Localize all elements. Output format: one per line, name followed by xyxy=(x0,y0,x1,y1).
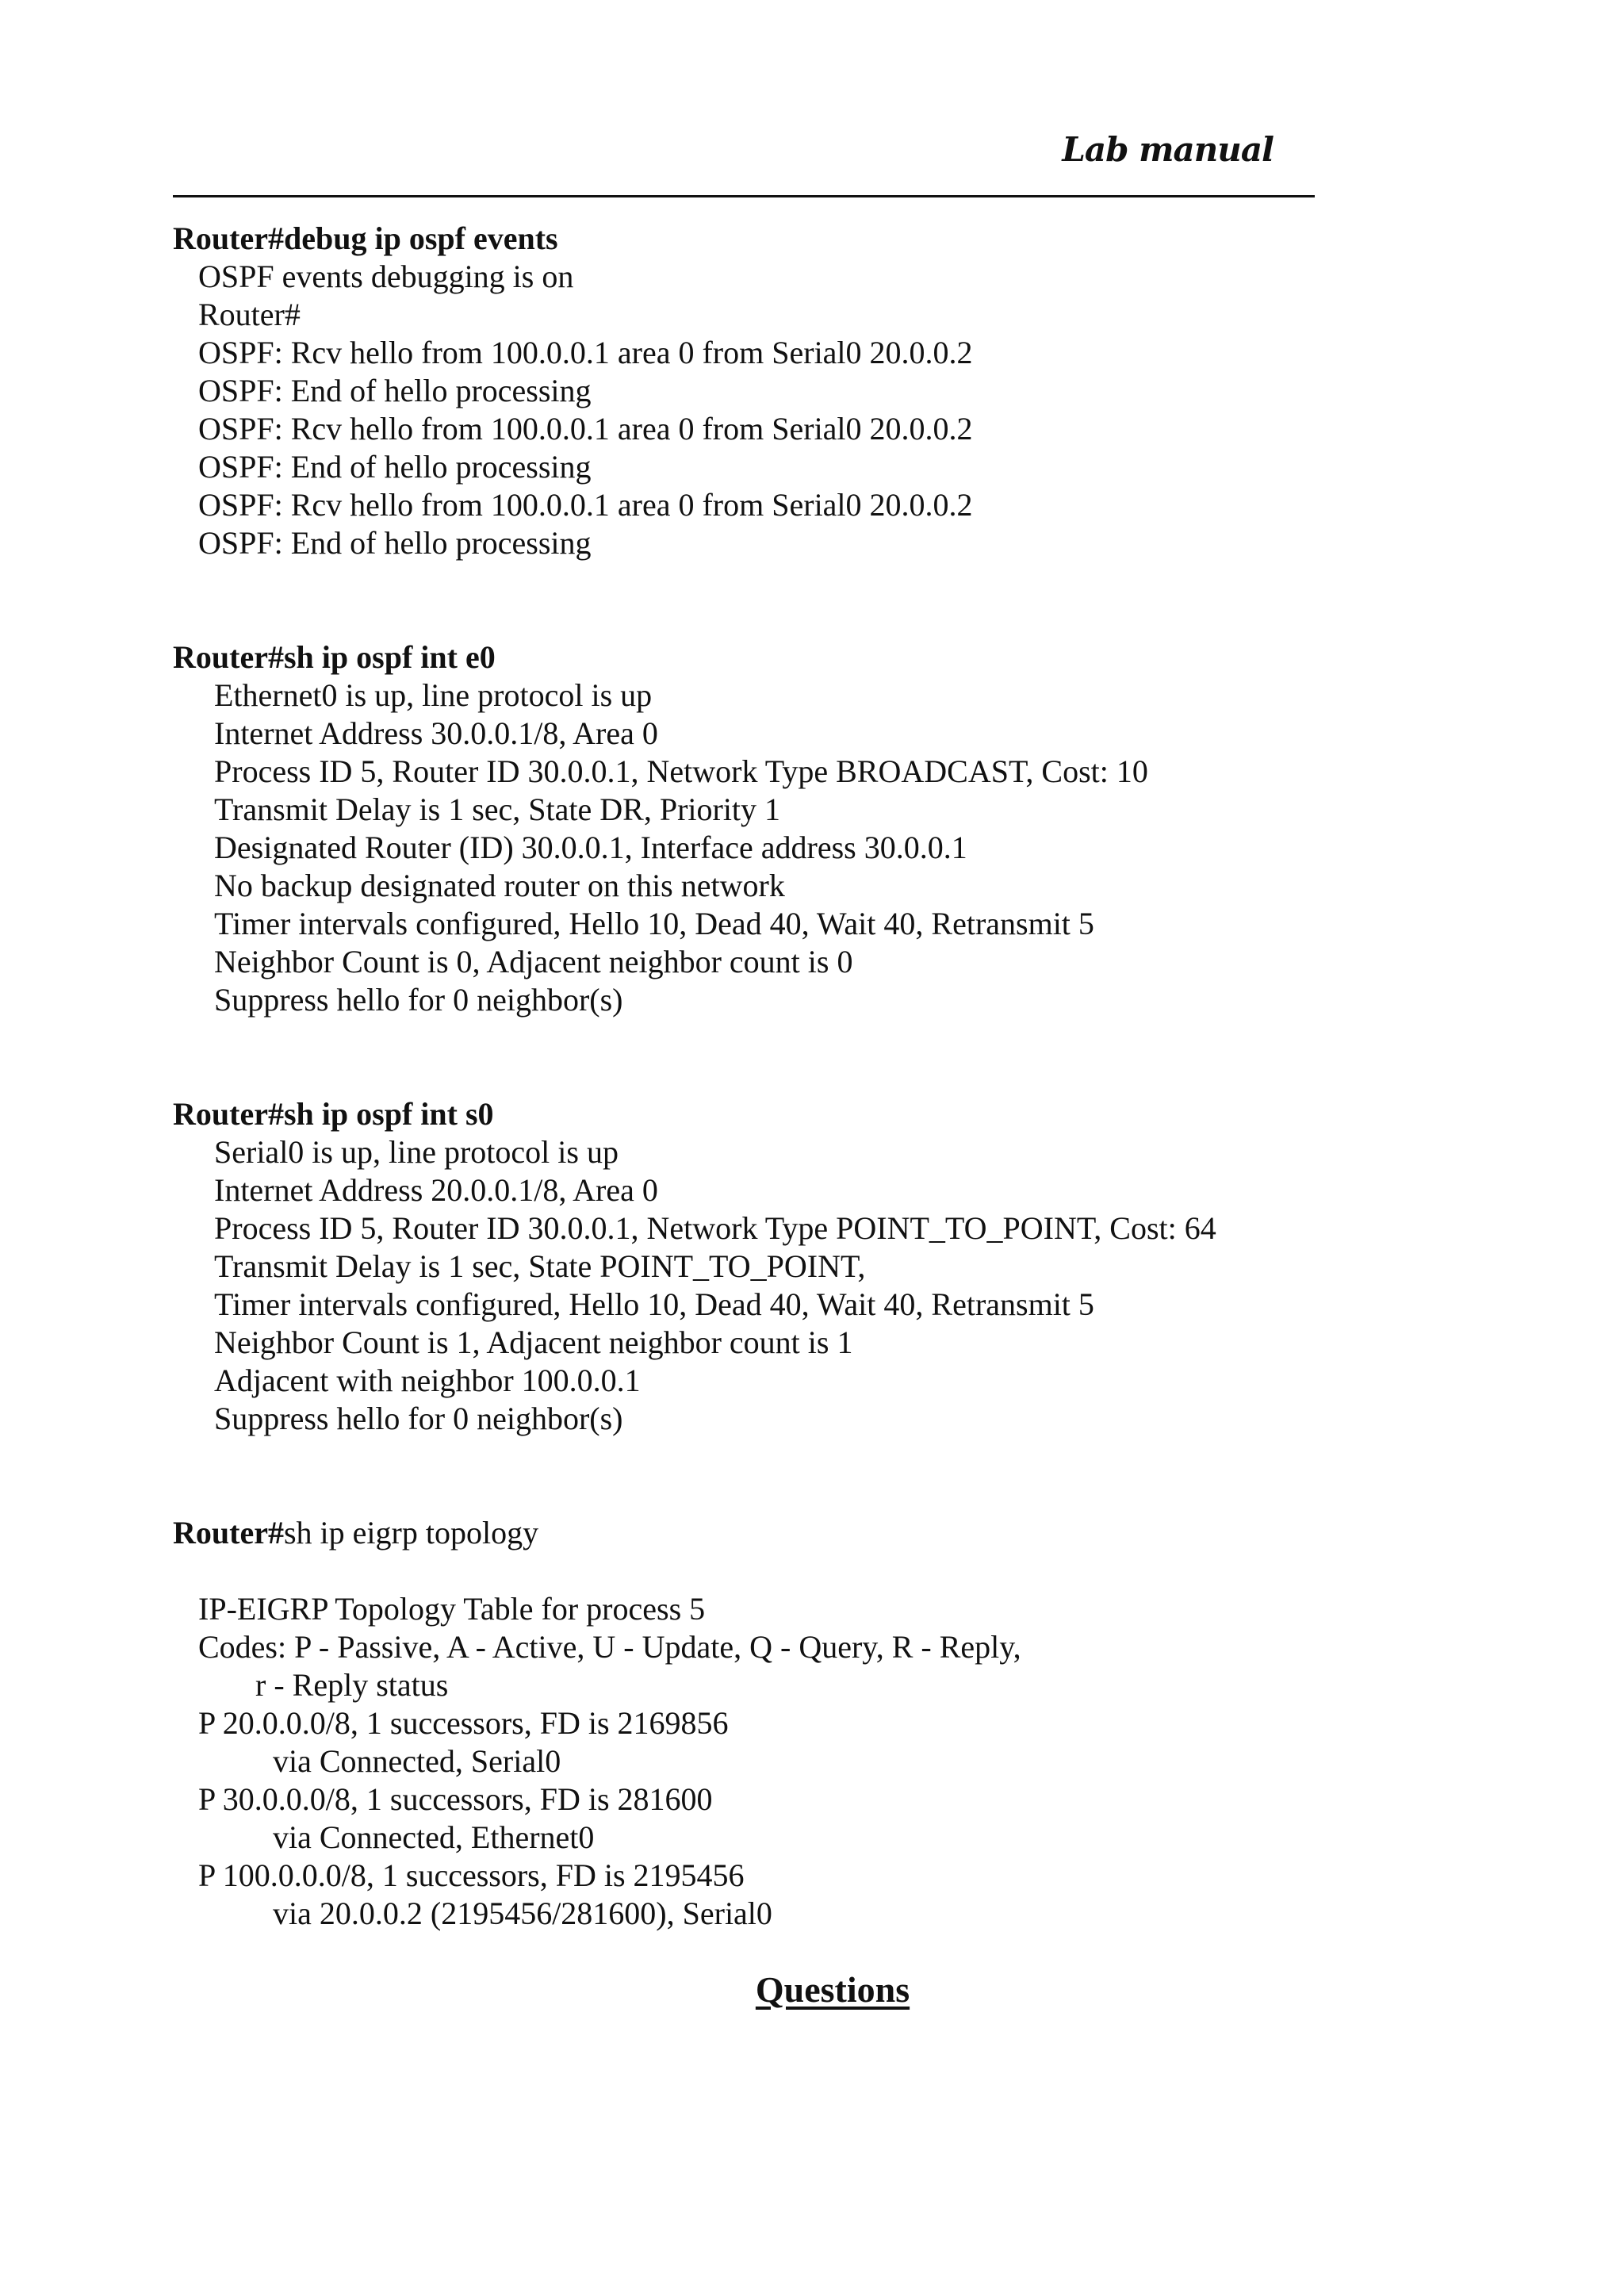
output-line: Designated Router (ID) 30.0.0.1, Interface address 30.0.0.1 xyxy=(214,830,967,865)
output-line: Timer intervals configured, Hello 10, Dead 40, Wait 40, Retransmit 5 xyxy=(214,906,1094,941)
output-line: Router# xyxy=(198,297,301,332)
output-line: P 100.0.0.0/8, 1 successors, FD is 2195456 xyxy=(198,1857,745,1893)
output-line: Suppress hello for 0 neighbor(s) xyxy=(214,982,623,1018)
command-line xyxy=(173,1514,1442,1552)
output-line: Adjacent with neighbor 100.0.0.1 xyxy=(214,1363,641,1398)
output-line: Process ID 5, Router ID 30.0.0.1, Network Type POINT_TO_POINT, Cost: 64 xyxy=(214,1210,1216,1246)
page-header xyxy=(173,119,1315,197)
section-eigrp-topology xyxy=(173,1514,1442,1933)
command-text: Router#sh ip ospf int s0 xyxy=(173,1096,494,1132)
section-spacer xyxy=(173,1438,1442,1514)
section-spacer xyxy=(173,1019,1442,1095)
command-line xyxy=(173,638,1442,677)
command-line xyxy=(173,220,1442,258)
output-line: Serial0 is up, line protocol is up xyxy=(214,1134,619,1170)
output-line: Neighbor Count is 1, Adjacent neighbor count is 1 xyxy=(214,1324,853,1360)
section-spacer xyxy=(173,1552,1442,1590)
output-line: via Connected, Ethernet0 xyxy=(273,1819,595,1855)
command-text: Router#sh ip ospf int e0 xyxy=(173,639,496,675)
output-line: OSPF: End of hello processing xyxy=(198,525,592,561)
output-line: via Connected, Serial0 xyxy=(273,1743,561,1779)
command-text: Router# xyxy=(173,1515,284,1550)
section-ospf-int-e0 xyxy=(173,638,1442,1019)
command-line xyxy=(173,1095,1442,1133)
output-line: OSPF: End of hello processing xyxy=(198,373,592,408)
section-debug-ospf-events xyxy=(173,220,1442,562)
output-line: Internet Address 30.0.0.1/8, Area 0 xyxy=(214,715,658,751)
output-line: OSPF: Rcv hello from 100.0.0.1 area 0 from Serial0 20.0.0.2 xyxy=(198,487,973,523)
command-text-rest: sh ip eigrp topology xyxy=(283,1515,539,1550)
output-line: OSPF: Rcv hello from 100.0.0.1 area 0 from Serial0 20.0.0.2 xyxy=(198,411,973,447)
output-line: Timer intervals configured, Hello 10, Dead 40, Wait 40, Retransmit 5 xyxy=(214,1286,1094,1322)
output-line: OSPF: Rcv hello from 100.0.0.1 area 0 from Serial0 20.0.0.2 xyxy=(198,335,973,370)
command-text: Router#debug ip ospf events xyxy=(173,220,558,256)
section-ospf-int-s0 xyxy=(173,1095,1442,1438)
output-line: Ethernet0 is up, line protocol is up xyxy=(214,677,653,713)
output-line: P 20.0.0.0/8, 1 successors, FD is 2169856 xyxy=(198,1705,729,1741)
output-line: Transmit Delay is 1 sec, State DR, Priority 1 xyxy=(214,792,781,827)
output-line: Suppress hello for 0 neighbor(s) xyxy=(214,1401,623,1436)
output-line: via 20.0.0.2 (2195456/281600), Serial0 xyxy=(273,1895,772,1931)
output-line: P 30.0.0.0/8, 1 successors, FD is 281600 xyxy=(198,1781,713,1817)
output-line: OSPF: End of hello processing xyxy=(198,449,592,485)
output-line: IP-EIGRP Topology Table for process 5 xyxy=(198,1591,706,1627)
output-line: OSPF events debugging is on xyxy=(198,259,574,294)
output-line: No backup designated router on this network xyxy=(214,868,785,903)
output-line: Transmit Delay is 1 sec, State POINT_TO_POINT, xyxy=(214,1248,866,1284)
questions-heading: Questions xyxy=(755,1969,910,2010)
output-line: Codes: P - Passive, A - Active, U - Update, Q - Query, R - Reply, xyxy=(198,1629,1021,1665)
header-title: Lab manual xyxy=(1062,130,1274,169)
output-line: Neighbor Count is 0, Adjacent neighbor count is 0 xyxy=(214,944,853,979)
output-line: r - Reply status xyxy=(255,1667,449,1703)
output-line: Internet Address 20.0.0.1/8, Area 0 xyxy=(214,1172,658,1208)
document-body xyxy=(173,220,1442,1933)
section-spacer xyxy=(173,562,1442,638)
output-line: Process ID 5, Router ID 30.0.0.1, Network Type BROADCAST, Cost: 10 xyxy=(214,753,1148,789)
